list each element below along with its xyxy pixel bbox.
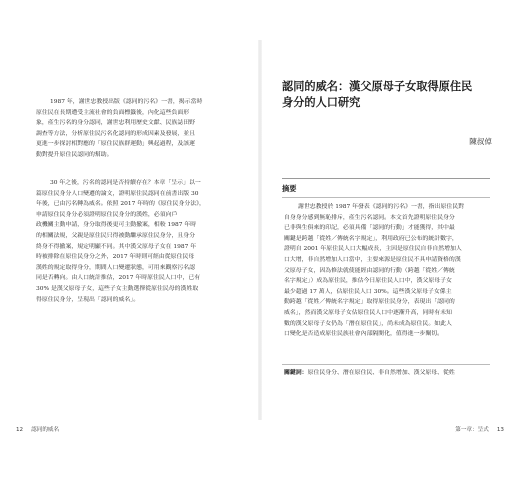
abstract-heading: 摘要 [282, 184, 297, 193]
keywords-line [284, 368, 490, 379]
text-line: 證明自 2001 年原住民人口大幅成長，主因是原住民自非自然增加人 [284, 246, 462, 253]
chapter-title-line: 身分的人口研究 [282, 95, 361, 109]
text-line: 30% 是漢父原母子女，這些子女主動選擇從原住民母的漢姓取 [36, 285, 199, 292]
text-line: 1987 年，謝世忠教授出版《認同的污名》一書，揭示當時 [50, 99, 203, 105]
abstract-body [284, 202, 490, 340]
left-footer [16, 425, 59, 433]
text-line: 時被排除在原住民身分之外，2017 年時則可經由從原住民母 [36, 254, 195, 261]
left-running-head: 認同的威名 [31, 427, 60, 433]
right-footer [455, 425, 504, 433]
text-line: 動對提升原住民認同的幫助。 [36, 151, 113, 158]
book-gutter [258, 40, 262, 420]
chapter-title-line: 認同的威名：漢父原母子女取得原住民 [282, 79, 473, 93]
text-line: 政機關主動申請，身分取得後更可主動撤案，相較 1987 年時 [36, 222, 197, 229]
keywords-rule [282, 364, 490, 365]
text-line: 謝世忠教授於 1987 年發表《認同的污名》一書，指出原住民對 [298, 204, 465, 210]
text-line: 父原母子女，因為修法就使能經由認同的行動（跨越「從姓／傳統 [284, 267, 455, 274]
author-name: 陳叔倬 [469, 137, 492, 146]
right-running-head: 第一章：呈式 [455, 427, 489, 433]
chapter-title [282, 78, 492, 110]
text-line: 動跨越「從姓／傳統名字規定」取得原住民身分，表現出「認同的 [284, 299, 455, 306]
text-line: 口變化是否造成原住民族社會內部隔閡化，值得進一步闡切。 [284, 331, 444, 338]
text-line: 最少超過 17 萬人，佔原住民人口 30%。這些漢父原母子女係主 [284, 288, 452, 295]
text-line: 象，產生污名的身分認同，謝世忠利用歷史文獻、民族誌田野 [36, 120, 196, 127]
text-line: 終身不得撤案，規定明顯不同。其中漢父原母子女在 1987 年 [36, 243, 197, 250]
text-line: 30 年之後，污名的認同是否持續存在？本章「呈示」以一 [50, 180, 201, 186]
text-line: 數的漢父原母子女仍為「潛在原住民」，尚未成為原住民。如此人 [284, 320, 452, 327]
text-line: 關鍵是跨越「從姓／傳統名字規定」，利用政府已公布的統計數字， [284, 235, 458, 242]
text-line: 調查等方法，分析原住民污名化認同的形成因素及發展，並且 [36, 130, 196, 137]
text-line: 的相關法規，父親是原住民只得被動繼承原住民身分，且身分 [36, 232, 196, 239]
keywords-text: 原住民身分、潛在原住民、非自然增加、漢父原母、從姓 [307, 370, 455, 376]
text-line: 漢姓的規定取得身分，期間人口變遷狀態，可用來觀察污名認 [36, 264, 196, 271]
text-line: 年後，已由污名轉為威名。依照 2017 年時的《原住民身分法》， [36, 201, 205, 208]
left-paragraph-2 [36, 178, 238, 305]
text-line: 自身身分感到無恥排斥，產生污名認同。本文首先證明原住民身分 [284, 214, 455, 221]
abstract-heading-rule [282, 197, 490, 198]
abstract-top-rule [282, 178, 490, 179]
text-line: 名字規定」）成為原住民，推估今日原住民人口中，漢父原母子女 [284, 278, 452, 285]
text-line: 口大增，非自然增加人口當中，主要來源是原住民不具申請資格的漢 [284, 256, 461, 263]
text-line: 威名」，然而漢父原母子女佔原住民人口中逐漸升高，同時有未知 [284, 309, 452, 316]
text-line: 原住民在長期遭受主流社會的負面標籤後，內化這些負面形 [36, 109, 190, 116]
right-page-number: 13 [496, 427, 504, 433]
left-paragraph-1 [36, 97, 238, 161]
keywords-label: 關鍵詞： [284, 369, 308, 376]
text-line: 得原住民身分，呈現出「認同的威名」。 [36, 296, 140, 303]
text-line: 篇原住民身分人口變遷的論文，證明原住民認同在前書出版 30 [36, 190, 199, 197]
text-line: 同是否轉向。由人口統計推估，2017 年時原住民人口中，已有 [36, 275, 201, 282]
text-line: 更進一步探討相對應的「原住民族群運動」興起過程，及該運 [36, 141, 196, 148]
left-page-number: 12 [16, 427, 24, 433]
text-line: 已非與生俱來的印記，必須具備「認同的行動」才能獲得，其中最 [284, 225, 455, 232]
text-line: 申請原住民身分必須證明原住民身分的漢姓，必須向戶 [36, 211, 178, 218]
